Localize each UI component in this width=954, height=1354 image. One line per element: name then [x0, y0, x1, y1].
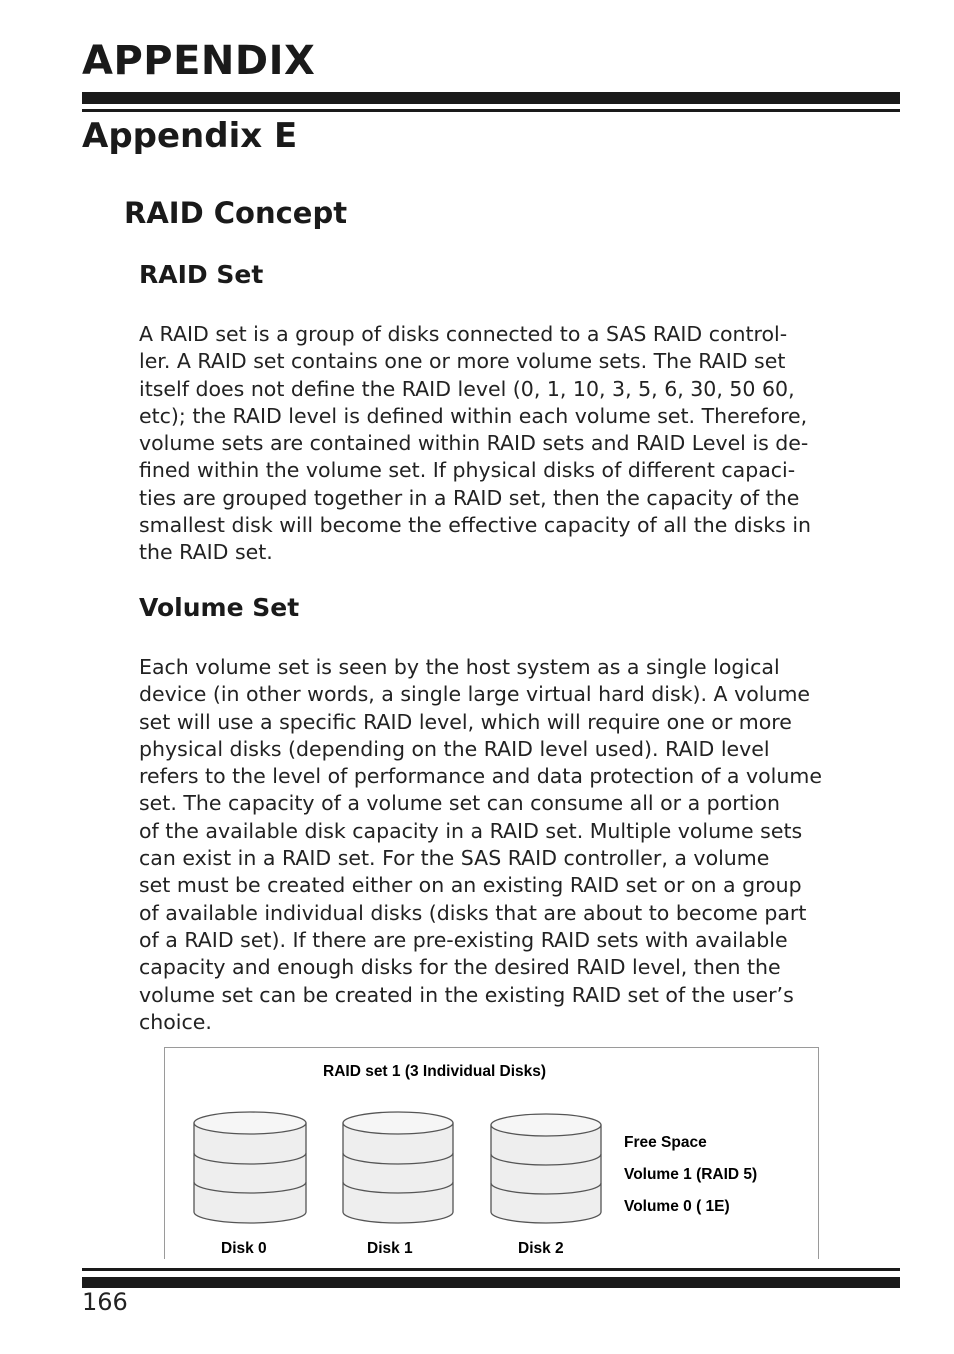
- disk-0-icon: [194, 1112, 306, 1223]
- raid-set-figure: [164, 1047, 819, 1259]
- disk-2-icon: [491, 1114, 601, 1223]
- raid-set-paragraph: A RAID set is a group of disks connected to a SAS RAID control- ler. A RAID set contains one or more volume sets. The RAID set itself does not define the RAID level (0, 1, 10, 3, 5, 6, 30, 50 60, etc); the RAID level is defined within each volume set. Therefore, volume sets are contained within RAID sets and RAID Level is de- fined within the volume set. If physical disks of different capaci- ties are grouped together in a RAID set, then the capacity of the smallest disk will become the effective capacity of all the disks in the RAID set.: [139, 322, 812, 565]
- disk-1-icon: [343, 1112, 453, 1223]
- page-number: 166: [82, 1288, 128, 1316]
- header-rule-thin: [82, 109, 900, 112]
- legend-volume-0: Volume 0 ( 1E): [624, 1198, 730, 1215]
- disk-2-label: Disk 2: [518, 1240, 564, 1257]
- appendix-title: APPENDIX: [82, 38, 316, 84]
- figure-title: RAID set 1 (3 Individual Disks): [323, 1063, 547, 1080]
- volume-set-heading: Volume Set: [139, 593, 300, 622]
- raid-figure-svg: [165, 1048, 818, 1259]
- legend-volume-1: Volume 1 (RAID 5): [624, 1166, 758, 1183]
- footer-rule-thick: [82, 1277, 900, 1288]
- legend-free-space: Free Space: [624, 1134, 707, 1151]
- raid-concept-heading: RAID Concept: [124, 196, 348, 230]
- disk-1-label: Disk 1: [367, 1240, 413, 1257]
- volume-set-paragraph: Each volume set is seen by the host system as a single logical device (in other words, a single large virtual hard disk). A volume set will use a specific RAID level, which will require one or more physical disks (depending on the RAID level used). RAID level refers to the level of performance and data protection of a volume set. The capacity of a volume set can consume all or a portion of the available disk capacity in a RAID set. Multiple volume sets can exist in a RAID set. For the SAS RAID controller, a volume set must be created either on an existing RAID set or on a group of available individual disks (disks that are about to become part of a RAID set). If there are pre-existing RAID sets with available capacity and enough disks for the desired RAID level, then the volume set can be created in the existing RAID set of the user’s choice.: [139, 655, 822, 1034]
- raid-set-heading: RAID Set: [139, 260, 264, 289]
- appendix-subtitle: Appendix E: [82, 116, 298, 156]
- header-rule-thick: [82, 92, 900, 104]
- footer-rule-thin: [82, 1268, 900, 1271]
- disk-0-label: Disk 0: [221, 1240, 267, 1257]
